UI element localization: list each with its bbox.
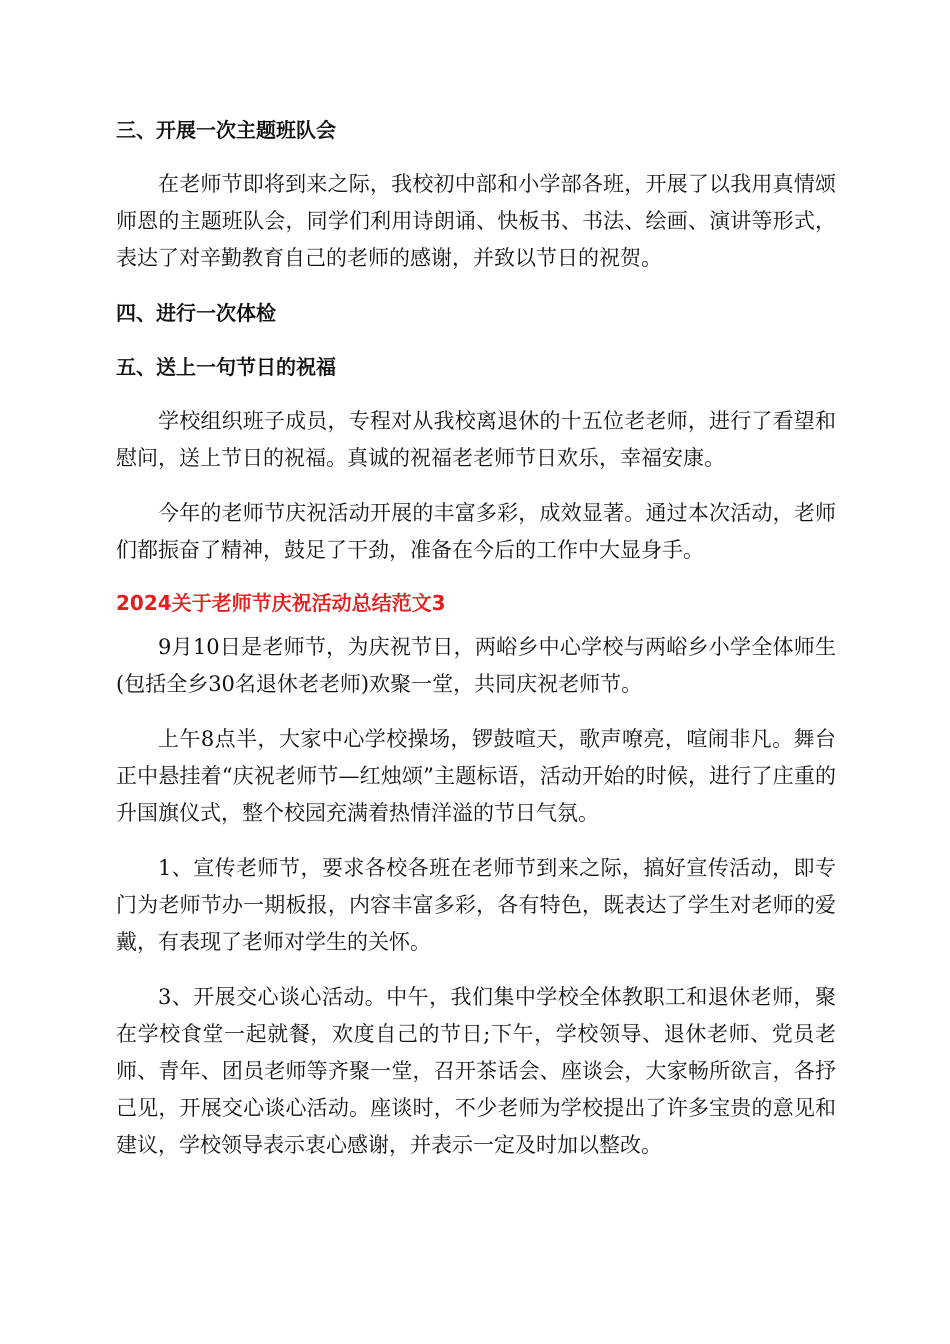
- paragraph-intro: 9月10日是老师节，为庆祝节日，两峪乡中心学校与两峪乡小学全体师生(包括全乡30名退休老老师)欢聚一堂，共同庆祝老师节。: [116, 635, 836, 696]
- paragraph-class-meeting: 在老师节即将到来之际，我校初中部和小学部各班，开展了以我用真情颂师恩的主题班队会，同学们利用诗朗诵、快板书、书法、绘画、演讲等形式，表达了对辛勤教育自己的老师的感谢，并致以节日的祝贺。: [116, 172, 836, 270]
- section-heading-5: 五、送上一句节日的祝福: [116, 355, 336, 379]
- article-title: 2024关于老师节庆祝活动总结范文3: [116, 591, 446, 615]
- paragraph-summary: 今年的老师节庆祝活动开展的丰富多彩，成效显著。通过本次活动，老师们都振奋了精神，鼓足了干劲，准备在今后的工作中大显身手。: [116, 501, 836, 562]
- paragraph-blessing: 学校组织班子成员，专程对从我校离退休的十五位老老师，进行了看望和慰问，送上节日的祝福。真诚的祝福老老师节日欢乐，幸福安康。: [116, 409, 836, 470]
- section-heading-4: 四、进行一次体检: [116, 301, 276, 325]
- paragraph-heart-talk: 3、开展交心谈心活动。中午，我们集中学校全体教职工和退休老师，聚在学校食堂一起就餐，欢度自己的节日;下午，学校领导、退休老师、党员老师、青年、团员老师等齐聚一堂，召开茶话会、座谈会，大家畅所欲言，各抒己见，开展交心谈心活动。座谈时，不少老师为学校提出了许多宝贵的意见和建议，学校领导表示衷心感谢，并表示一定及时加以整改。: [116, 985, 836, 1157]
- paragraph-publicity: 1、宣传老师节，要求各校各班在老师节到来之际，搞好宣传活动，即专门为老师节办一期板报，内容丰富多彩，各有特色，既表达了学生对老师的爱戴，有表现了老师对学生的关怀。: [116, 856, 836, 954]
- paragraph-morning: 上午8点半，大家中心学校操场，锣鼓喧天，歌声嘹亮，喧闹非凡。舞台正中悬挂着“庆祝老师节—红烛颂”主题标语，活动开始的时候，进行了庄重的升国旗仪式，整个校园充满着热情洋溢的节日气氛。: [116, 727, 836, 825]
- document-page: [116, 112, 836, 1164]
- section-heading-3: 三、开展一次主题班队会: [116, 118, 336, 142]
